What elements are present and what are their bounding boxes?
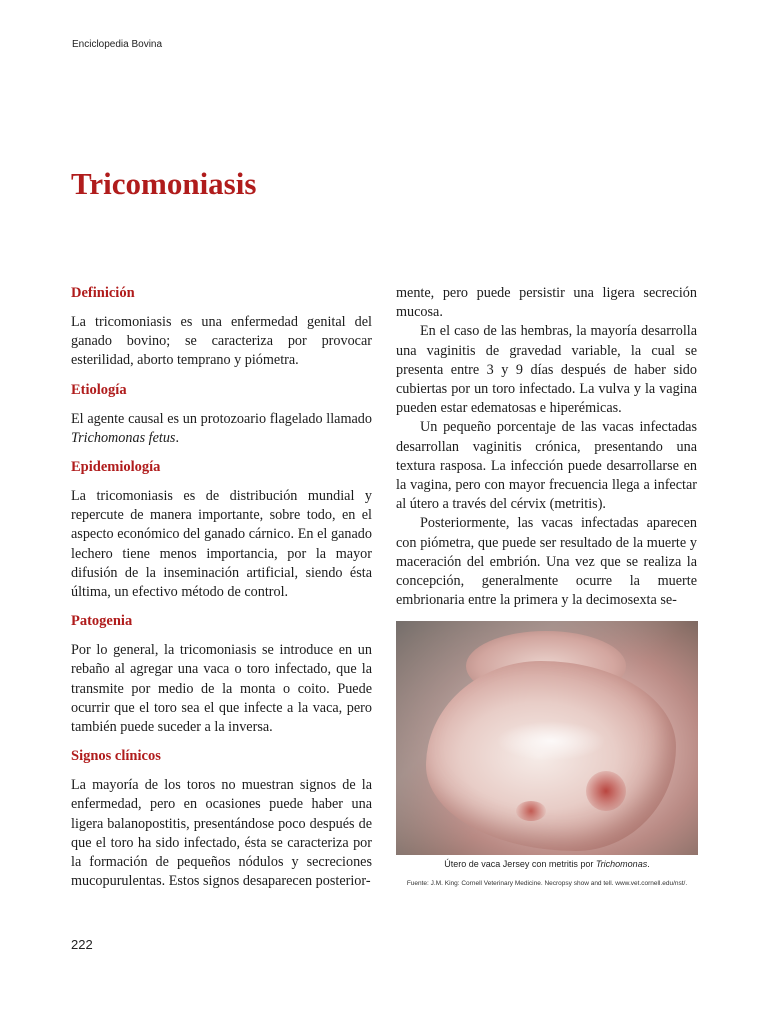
signos-clinicos-text: La mayoría de los toros no muestran signos de la enfermedad, pero en ocasiones puede haber una ligera balanopostitis, presentándose poco después de que el toro ha sido infectado, ésta se caracteriza por la formación de pequeños nódulos y secreciones mucopurulentas. Estos signos desaparecen posterior- (71, 777, 372, 890)
right-paragraph-4: Posteriormente, las vacas infectadas aparecen con piómetra, que puede ser resultado de la muerte y maceración del embrión. Una vez que se realiza la concepción, generalmente ocurre la muerte embrionaria entre la primera y la decimosexta se- (396, 515, 697, 609)
etiologia-text-before: El agente causal es un protozoario flagelado llamado (71, 410, 372, 427)
running-header: Enciclopedia Bovina (72, 39, 163, 50)
definicion-text: La tricomoniasis es una enfermedad genital del ganado bovino; se caracteriza por provocar esterilidad, aborto temprano y piómetra. (71, 314, 372, 369)
heading-epidemiologia: Epidemiología (71, 459, 161, 476)
etiologia-organism: Trichomonas fetus (71, 429, 176, 446)
caption-text-before: Útero de vaca Jersey con metritis por (444, 859, 596, 869)
heading-etiologia: Etiología (71, 381, 127, 398)
page-number: 222 (71, 937, 93, 952)
right-paragraph-3: Un pequeño porcentaje de las vacas infectadas desarrollan vaginitis crónica, presentando una textura rasposa. La infección puede desarrollarse en la vagina, pero con mayor frecuencia llega a infectar al útero a través del cérvix (metritis). (396, 419, 697, 513)
right-column (396, 284, 697, 610)
caption-text-after: . (647, 859, 650, 869)
heading-definicion: Definición (71, 285, 135, 301)
right-paragraph-1: mente, pero puede persistir una ligera secreción mucosa. (396, 285, 697, 321)
figure-source: Fuente: J.M. King: Cornell Veterinary Medicine. Necropsy show and tell. www.vet.cornell.edu/nst/. (406, 880, 688, 887)
figure-caption (396, 859, 698, 869)
epidemiologia-text: La tricomoniasis es de distribución mundial y repercute de manera importante, sobre todo, en el aspecto económico del ganado cárnico. En el ganado lechero tiene menos importancia, por la mayor difusión de la inseminación artificial, siendo ésta última, un efectivo método de control. (71, 488, 372, 601)
uterus-photo (396, 621, 698, 855)
etiologia-text (71, 410, 372, 448)
left-column (71, 284, 372, 891)
patogenia-text: Por lo general, la tricomoniasis se introduce en un rebaño al agregar una vaca o toro infectado, que la transmite por medio de la monta o coito. Puede ocurrir que el toro sea el que infecte a la vaca, pero también puede suceder a la inversa. (71, 642, 372, 736)
caption-organism: Trichomonas (595, 859, 648, 869)
etiologia-text-after: . (175, 429, 179, 446)
photo-highlight (496, 721, 606, 761)
heading-patogenia: Patogenia (71, 613, 133, 630)
heading-signos-clinicos: Signos clínicos (71, 748, 161, 765)
photo-lesion-small (516, 801, 546, 821)
page-title: Tricomoniasis (71, 166, 257, 201)
photo-lesion (586, 771, 626, 811)
right-paragraph-2: En el caso de las hembras, la mayoría desarrolla una vaginitis de gravedad variable, la cual se presenta entre 3 y 9 días después de haber sido cubiertas por un toro infectado. La vulva y la vagina pueden estar edematosas e hiperémicas. (396, 323, 697, 417)
